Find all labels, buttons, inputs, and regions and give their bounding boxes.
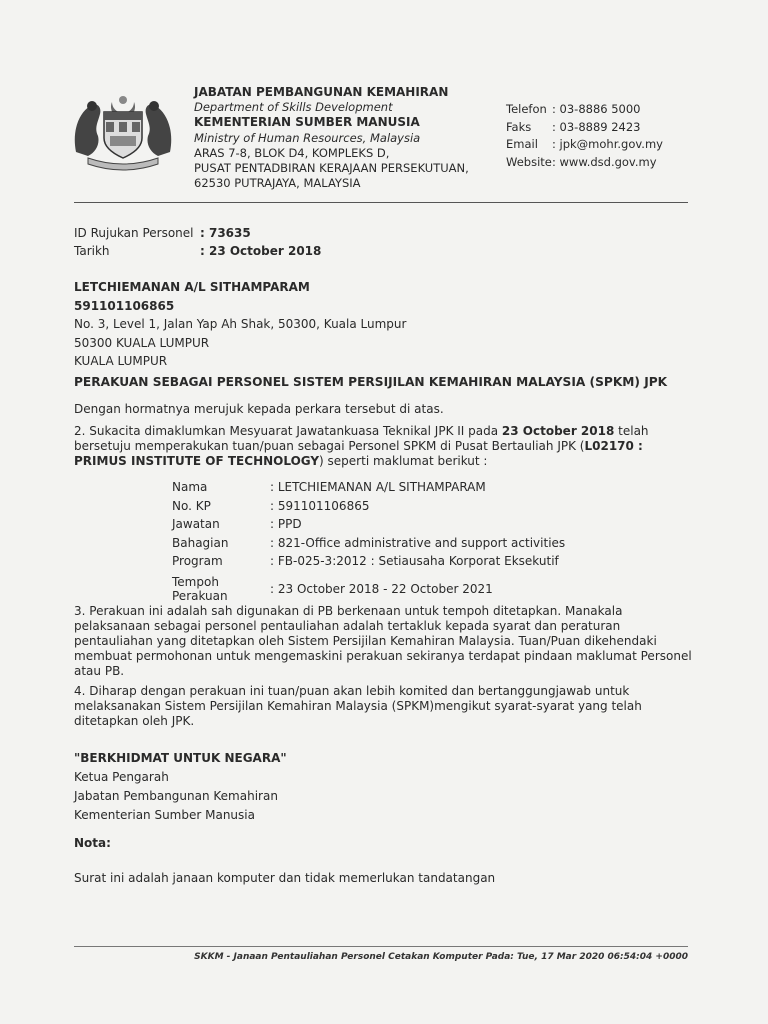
para2-text: 2. Sukacita dimaklumkan Mesyuarat Jawatankuasa Teknikal JPK II pada (74, 424, 502, 438)
ministry-name-en: Ministry of Human Resources, Malaysia (194, 130, 421, 145)
telefon-value: : 03-8886 5000 (552, 102, 641, 116)
details-table (172, 478, 565, 603)
footer-divider (74, 946, 688, 947)
ministry-name: KEMENTERIAN SUMBER MANUSIA (194, 115, 420, 130)
para2-text: ) seperti maklumat berikut : (319, 454, 488, 468)
detail-row (172, 515, 565, 534)
paragraph-4: 4. Diharap dengan perakuan ini tuan/puan akan lebih komited dan bertanggungjawab untuk melaksanakan Sistem Persijilan Kemahiran Malaysia (SPKM)mengikut syarat-syarat yang telah ditetapkan oleh JPK. (74, 684, 642, 728)
recipient-line: No. 3, Level 1, Jalan Yap Ah Shak, 50300, Kuala Lumpur (74, 317, 407, 331)
nota-text: Surat ini adalah janaan komputer dan tidak memerlukan tandatangan (74, 871, 496, 885)
ref-id-label: ID Rujukan Personel (74, 226, 194, 240)
telefon-label: Telefon (506, 102, 547, 116)
website-value: : www.dsd.gov.my (552, 154, 657, 169)
nota-label: Nota: (74, 836, 111, 850)
date-label: Tarikh (74, 244, 110, 258)
ref-id-value: : 73635 (200, 226, 251, 240)
detail-row (172, 478, 565, 497)
detail-value: : FB-025-3:2012 : Setiausaha Korporat Eksekutif (270, 554, 559, 568)
detail-label-line: Tempoh (172, 574, 219, 589)
signatory-ministry: Kementerian Sumber Manusia (74, 808, 255, 822)
recipient-line: KUALA LUMPUR (74, 354, 168, 368)
detail-label: Program (172, 554, 223, 568)
detail-value: : LETCHIEMANAN A/L SITHAMPARAM (270, 480, 486, 494)
coat-of-arms-icon (68, 92, 178, 172)
footer-print-info: SKKM - Janaan Pentauliahan Personel Cetakan Komputer Pada: Tue, 17 Mar 2020 06:54:04 +0000 (194, 952, 688, 962)
faks-label: Faks (506, 119, 532, 134)
signature-block (74, 749, 287, 825)
detail-label: Bahagian (172, 535, 229, 550)
detail-label-line: Perakuan (172, 588, 228, 603)
letterhead (194, 85, 469, 191)
dept-name: JABATAN PEMBANGUNAN KEMAHIRAN (194, 85, 449, 99)
detail-value: : 23 October 2018 - 22 October 2021 (270, 581, 493, 596)
email-label: Email (506, 137, 538, 151)
signatory-title: Ketua Pengarah (74, 770, 169, 784)
website-label: Website (506, 154, 552, 169)
detail-value: : 821-Office administrative and support activities (270, 535, 566, 550)
detail-label: Jawatan (172, 517, 220, 531)
detail-value: : PPD (270, 517, 302, 531)
detail-value: : 591101106865 (270, 498, 370, 513)
detail-label (172, 575, 270, 603)
detail-row (172, 552, 565, 571)
recipient-address (74, 278, 406, 371)
recipient-ic: 591101106865 (74, 298, 175, 313)
detail-row (172, 497, 565, 516)
paragraph-2 (74, 424, 698, 469)
motto: "BERKHIDMAT UNTUK NEGARA" (74, 751, 287, 765)
recipient-name: LETCHIEMANAN A/L SITHAMPARAM (74, 280, 310, 294)
dept-name-en: Department of Skills Development (194, 100, 393, 115)
address-line: ARAS 7-8, BLOK D4, KOMPLEKS D, (194, 145, 390, 160)
header-divider (74, 202, 688, 203)
detail-label: Nama (172, 480, 208, 494)
date-value: : 23 October 2018 (200, 244, 322, 258)
greeting: Dengan hormatnya merujuk kepada perkara tersebut di atas. (74, 402, 444, 416)
meeting-date: 23 October 2018 (501, 424, 615, 438)
signatory-dept: Jabatan Pembangunan Kemahiran (74, 789, 278, 803)
detail-row (172, 575, 565, 603)
contact-block (506, 101, 663, 171)
reference-block (74, 224, 321, 260)
email-value: : jpk@mohr.gov.my (552, 137, 663, 151)
address-line: PUSAT PENTADBIRAN KERAJAAN PERSEKUTUAN, (194, 161, 469, 176)
faks-value: : 03-8889 2423 (552, 119, 641, 134)
letter-subject: PERAKUAN SEBAGAI PERSONEL SISTEM PERSIJILAN KEMAHIRAN MALAYSIA (SPKM) JPK (74, 375, 668, 389)
recipient-line: 50300 KUALA LUMPUR (74, 335, 210, 350)
address-line: 62530 PUTRAJAYA, MALAYSIA (194, 176, 361, 191)
para2-text: telah bersetuju memperakukan tuan/puan sebagai Personel SPKM di Pusat Bertauliah JPK ( (74, 424, 649, 453)
centre-name: L02170 : PRIMUS INSTITUTE OF TECHNOLOGY (74, 439, 643, 468)
detail-label: No. KP (172, 498, 211, 513)
paragraph-3: 3. Perakuan ini adalah sah digunakan di PB berkenaan untuk tempoh ditetapkan. Manakala pelaksanaan sebagai personel pentauliahan adalah tertakluk kepada syarat dan peraturan pentauliahan yang ditetapkan oleh Sistem Persijilan Kemahiran Malaysia. Tuan/Puan dikehendaki membuat permohonan untuk mengemaskini perakuan sekiranya terdapat pindaan maklumat Personel atau PB. (74, 604, 692, 678)
detail-row (172, 534, 565, 553)
